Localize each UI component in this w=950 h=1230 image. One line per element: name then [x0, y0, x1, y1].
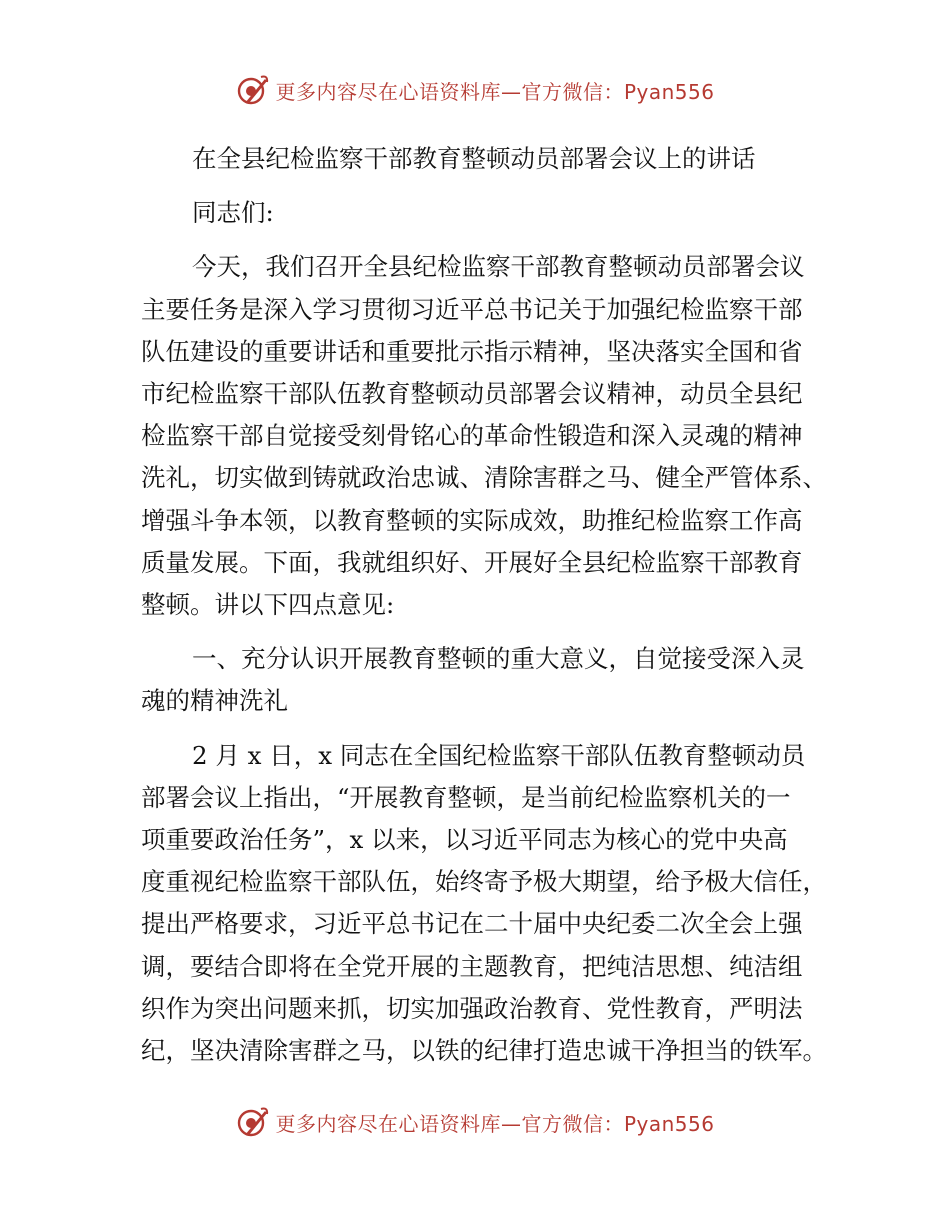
document-body: [141, 138, 827, 1072]
document-title: 在全县纪检监察干部教育整顿动员部署会议上的讲话: [192, 144, 756, 173]
paragraph-intro: [141, 246, 827, 626]
watermark-text: 更多内容尽在心语资料库—官方微信：Pyan556: [275, 1111, 715, 1136]
paragraph-line: 检监察干部自觉接受刻骨铭心的革命性锻造和深入灵魂的精神: [141, 421, 803, 451]
paragraph-line: 队伍建设的重要讲话和重要批示指示精神，坚决落实全国和省: [141, 336, 803, 366]
paragraph-line: 洗礼，切实做到铸就政治忠诚、清除害群之马、健全严管体系、: [141, 463, 827, 493]
footer-watermark-banner: [0, 1102, 950, 1142]
heading-line: 一、充分认识开展教育整顿的重大意义，自觉接受深入灵: [192, 644, 805, 674]
section-heading-1: [141, 638, 817, 722]
heading-line: 魂的精神洗礼: [141, 686, 288, 716]
paragraph-line: 纪，坚决清除害群之马，以铁的纪律打造忠诚干净担当的铁军。: [141, 1036, 827, 1066]
paragraph-line: 主要任务是深入学习贯彻习近平总书记关于加强纪检监察干部: [141, 294, 803, 324]
paragraph-line: 增强斗争本领，以教育整顿的实际成效，助推纪检监察工作高: [141, 505, 803, 535]
quill-pen-icon: [235, 73, 269, 107]
paragraph-line: 今天，我们召开全县纪检监察干部教育整顿动员部署会议: [192, 252, 805, 282]
paragraph-line: 度重视纪检监察干部队伍，始终寄予极大期望，给予极大信任，: [141, 867, 827, 897]
header-watermark-banner: [0, 70, 950, 110]
paragraph-line: 质量发展。下面，我就组织好、开展好全县纪检监察干部教育: [141, 547, 803, 577]
paragraph-line: 织作为突出问题来抓，切实加强政治教育、党性教育，严明法: [141, 993, 803, 1023]
salutation: 同志们:: [192, 198, 274, 228]
quill-pen-icon: [235, 1105, 269, 1139]
paragraph-line: 调，要结合即将在全党开展的主题教育，把纯洁思想、纯洁组: [141, 951, 803, 981]
paragraph-section-1: [141, 735, 827, 1073]
paragraph-line: 市纪检监察干部队伍教育整顿动员部署会议精神，动员全县纪: [141, 379, 803, 409]
paragraph-line: 2 月 x 日，x 同志在全国纪检监察干部队伍教育整顿动员: [192, 740, 806, 770]
paragraph-line: 提出严格要求，习近平总书记在二十届中央纪委二次全会上强: [141, 909, 803, 939]
paragraph-line: 整顿。讲以下四点意见:: [141, 590, 395, 620]
paragraph-line: 项重要政治任务”，x 以来，以习近平同志为核心的党中央高: [141, 825, 788, 855]
paragraph-line: 部署会议上指出，“开展教育整顿，是当前纪检监察机关的一: [141, 782, 791, 812]
watermark-text: 更多内容尽在心语资料库—官方微信：Pyan556: [275, 79, 715, 104]
